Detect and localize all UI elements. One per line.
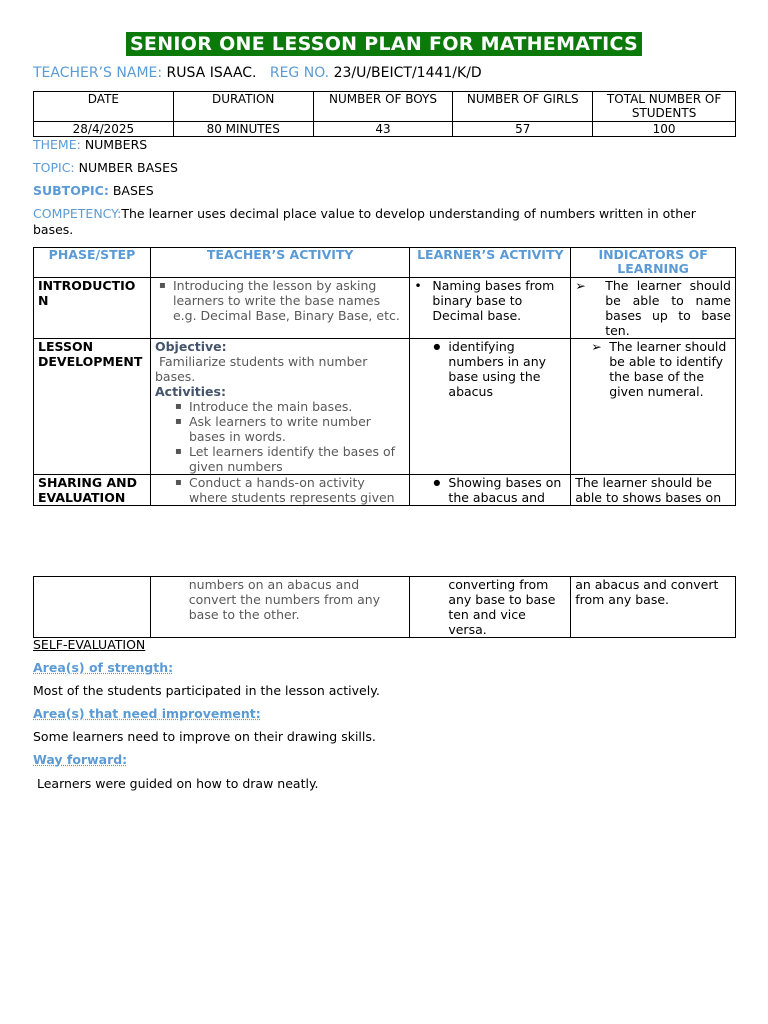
info-header-total: TOTAL NUMBER OF STUDENTS (593, 92, 736, 122)
topic-line (33, 160, 178, 176)
info-date: 28/4/2025 (34, 122, 174, 137)
development-learner-activity: ● identifying numbers in any base using the abacus (430, 339, 566, 399)
sharing-row (34, 475, 736, 506)
intro-row (34, 278, 736, 339)
strength-text: Most of the students participated in the lesson actively. (33, 683, 380, 698)
document-title: SENIOR ONE LESSON PLAN FOR MATHEMATICS (126, 32, 642, 56)
title-wrap (0, 32, 768, 56)
improvement-text: Some learners need to improve on their drawing skills. (33, 729, 376, 744)
teacher-name-label: TEACHER’S NAME: (33, 65, 163, 81)
info-duration: 80 MINUTES (173, 122, 313, 137)
theme-label: THEME: (33, 137, 81, 152)
topic-value: NUMBER BASES (78, 160, 178, 175)
info-table (33, 91, 736, 137)
info-header-girls: NUMBER OF GIRLS (453, 92, 593, 122)
development-learner-cell (410, 339, 571, 475)
info-header-duration: DURATION (173, 92, 313, 122)
info-value-row (34, 122, 736, 137)
competency-value: The learner uses decimal place value to develop understanding of numbers written in other bases. (33, 206, 696, 237)
development-phase: LESSON DEVELOPMENT (34, 339, 151, 475)
development-indicator: ➢ The learner should be able to identify the base of the given numeral. (591, 339, 731, 399)
teacher-name: RUSA ISAAC. (166, 65, 257, 81)
plan-header-row (34, 248, 736, 278)
development-row (34, 339, 736, 475)
header-indicators: INDICATORS OF LEARNING (571, 248, 736, 278)
subtopic-value: BASES (112, 183, 154, 198)
competency-label: COMPETENCY: (33, 206, 122, 221)
sharing-indicator: The learner should be able to shows bases on (571, 475, 736, 506)
activities-label: Activities: (154, 384, 226, 399)
intro-phase: INTRODUCTIO N (34, 278, 151, 339)
sharing-learner-activity: ● Showing bases on the abacus and (430, 475, 566, 505)
info-boys: 43 (313, 122, 453, 137)
theme-line (33, 137, 147, 153)
way-forward-label: Way forward: (33, 752, 128, 767)
header-teacher-activity: TEACHER’S ACTIVITY (150, 248, 409, 278)
info-girls: 57 (453, 122, 593, 137)
subtopic-line (33, 183, 154, 199)
sharing-indicator-continued: an abacus and convert from any base. (571, 577, 736, 638)
lesson-plan-table-continued (33, 576, 736, 638)
lesson-plan-table (33, 247, 736, 506)
reg-no-label: REG NO. (269, 65, 330, 81)
development-indicator-cell (571, 339, 736, 475)
improvement-label: Area(s) that need improvement: (33, 706, 261, 721)
intro-teacher-cell (150, 278, 409, 339)
intro-indicator: ➢ The learner should be able to name bases up to base ten. (575, 278, 731, 338)
activity-item: ▪ Let learners identify the bases of given numbers (171, 444, 405, 474)
info-header-row (34, 92, 736, 122)
activities-list (155, 399, 405, 474)
header-learner-activity: LEARNER’S ACTIVITY (410, 248, 571, 278)
intro-indicator-cell (571, 278, 736, 339)
info-total: 100 (593, 122, 736, 137)
strength-label: Area(s) of strength: (33, 660, 174, 675)
info-header-boys: NUMBER OF BOYS (313, 92, 453, 122)
intro-learner-activity: • Naming bases from binary base to Decimal base. (414, 278, 566, 323)
intro-teacher-activity: ▪ Introducing the lesson by asking learners to write the base names e.g. Decimal Base, Binary Base, etc. (155, 278, 405, 323)
sharing-teacher-continued: numbers on an abacus and convert the numbers from any base to the other. (150, 577, 410, 638)
sharing-teacher-activity: ▪ Conduct a hands-on activity where students represents given (171, 475, 405, 505)
reg-no: 23/U/BEICT/1441/K/D (333, 65, 482, 81)
activity-item: ▪ Introduce the main bases. (171, 399, 405, 414)
theme-value: NUMBERS (84, 137, 148, 152)
info-header-date: DATE (34, 92, 174, 122)
topic-label: TOPIC: (33, 160, 75, 175)
competency-line (33, 206, 736, 238)
teacher-line (33, 65, 482, 81)
way-forward-text: Learners were guided on how to draw neatly. (33, 776, 319, 791)
development-teacher-cell (150, 339, 409, 475)
self-evaluation-heading: SELF-EVALUATION (33, 637, 146, 652)
subtopic-label: SUBTOPIC: (33, 183, 109, 198)
sharing-learner-continued: converting from any base to base ten and vice versa. (410, 577, 571, 638)
objective-label: Objective: (154, 339, 227, 354)
intro-learner-cell (410, 278, 571, 339)
sharing-phase: SHARING AND EVALUATION (34, 475, 151, 506)
header-phase: PHASE/STEP (34, 248, 151, 278)
sharing-learner-cell (410, 475, 571, 506)
sharing-row-continued (34, 577, 736, 638)
sharing-teacher-cell (150, 475, 409, 506)
sharing-phase-continued (34, 577, 151, 638)
activity-item: ▪ Ask learners to write number bases in words. (171, 414, 405, 444)
objective-text: Familiarize students with number bases. (154, 354, 368, 384)
